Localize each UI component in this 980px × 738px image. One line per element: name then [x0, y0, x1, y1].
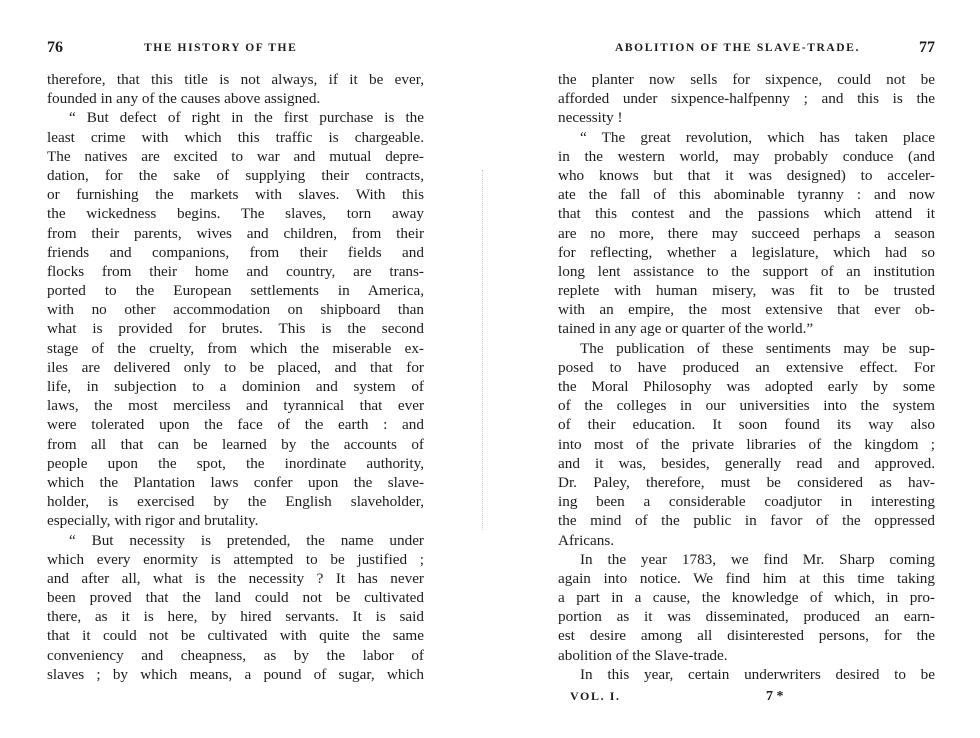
- text-line: abolition of the Slave-trade.: [558, 646, 728, 664]
- text-line: in the western world, may probably conduce (and: [558, 147, 935, 165]
- text-line: a part in a cause, the knowledge of which, in pro-: [558, 589, 935, 607]
- text-line: slaves ; by which means, a pound of sugar, which: [47, 665, 424, 683]
- text-line: or furnishing the markets with slaves. With this: [47, 186, 424, 204]
- signature-number: 7 *: [766, 689, 784, 704]
- text-line: Africans.: [558, 531, 615, 549]
- text-line: were tolerated upon the face of the earth : and: [47, 416, 424, 434]
- text-line: which every enormity is attempted to be justified ;: [47, 550, 424, 568]
- text-line: Dr. Paley, therefore, must be considered as hav-: [558, 473, 935, 491]
- text-line: with no other accommodation on shipboard than: [47, 301, 424, 319]
- text-line: least crime with which this traffic is chargeable.: [47, 128, 424, 146]
- text-line: people upon the spot, the inordinate authority,: [47, 454, 424, 472]
- signature-mark: [570, 689, 810, 707]
- volume-label: VOL. I.: [570, 689, 621, 703]
- text-line: that this contest and the passions which attend it: [558, 205, 935, 223]
- text-line: of their education. It soon found its way also: [558, 416, 935, 434]
- text-line: In the year 1783, we find Mr. Sharp coming: [580, 550, 935, 568]
- text-line: laws, the most merciless and tyrannical that ever: [47, 397, 424, 415]
- text-line: dation, for the sake of supplying their contracts,: [47, 166, 424, 184]
- running-head-title: THE HISTORY OF THE: [144, 42, 298, 54]
- page-number: 77: [919, 39, 935, 56]
- text-line: what is provided for brutes. This is the second: [47, 320, 424, 338]
- text-line: the Moral Philosophy was adopted early by some: [558, 378, 935, 395]
- text-line: the planter now sells for sixpence, could not be: [558, 71, 935, 88]
- text-line: and it was, besides, generally read and approved.: [558, 454, 935, 472]
- text-line: “ But defect of right in the first purchase is the: [69, 109, 424, 127]
- text-line: replete with human misery, was fit to be trusted: [558, 282, 935, 300]
- text-line: conveniency and cheapness, as by the labor of: [47, 646, 424, 664]
- text-line: the mind of the public in favor of the oppressed: [558, 512, 935, 530]
- page-number: 76: [47, 39, 63, 56]
- running-head: [559, 39, 935, 62]
- text-line: and after all, what is the necessity ? It has never: [47, 569, 424, 587]
- text-line: iles are delivered only to be placed, and that for: [47, 358, 424, 376]
- running-head: [47, 39, 425, 62]
- text-line: est desire among all disinterested persons, for the: [558, 627, 935, 645]
- text-line: that it could not be cultivated with quite the same: [47, 627, 424, 645]
- text-line: ate the fall of this abominable tyranny : and now: [558, 186, 935, 204]
- text-line: flocks from their home and country, are trans-: [47, 262, 424, 280]
- text-line: holder, is exercised by the English slaveholder,: [47, 493, 424, 511]
- text-line: necessity !: [558, 109, 623, 127]
- right-page: [490, 0, 980, 738]
- text-line: stage of the cruelty, from which the miserable ex-: [47, 339, 424, 357]
- text-line: ing been a considerable coadjutor in interesting: [558, 493, 935, 511]
- text-line: long lent assistance to the support of an institution: [558, 262, 935, 280]
- text-line: who knows but that it was designed) to acceler-: [558, 166, 935, 184]
- text-line: of the colleges in our universities into the system: [558, 397, 935, 415]
- text-line: from all that can be learned by the accounts of: [47, 435, 424, 453]
- body-text: [47, 70, 424, 684]
- text-line: therefore, that this title is not always, if it be ever,: [47, 71, 424, 88]
- gutter-fold: [482, 170, 483, 530]
- text-line: The natives are excited to war and mutual depre-: [47, 147, 424, 165]
- text-line: tained in any age or quarter of the world.”: [558, 320, 814, 338]
- text-line: there, as it is here, by hired servants. It is said: [47, 608, 424, 626]
- text-line: afforded under sixpence-halfpenny ; and this is the: [558, 90, 935, 108]
- text-line: “ The great revolution, which has taken place: [580, 128, 935, 146]
- text-line: for reflecting, whether a legislature, which had so: [558, 243, 935, 261]
- text-line: posed to have produced an extensive effect. For: [558, 358, 935, 376]
- text-line: into most of the private libraries of the kingdom ;: [558, 435, 935, 453]
- running-head-title: ABOLITION OF THE SLAVE-TRADE.: [615, 42, 860, 54]
- text-line: with an empire, the most extensive that ever ob-: [558, 301, 935, 319]
- text-line: founded in any of the causes above assigned.: [47, 90, 321, 108]
- text-line: especially, with rigor and brutality.: [47, 512, 259, 530]
- body-text: [558, 70, 935, 684]
- text-line: ported to the European settlements in America,: [47, 282, 424, 300]
- text-line: been proved that the land could not be cultivated: [47, 589, 424, 607]
- text-line: In this year, certain underwriters desired to be: [580, 665, 935, 683]
- text-line: which the Plantation laws confer upon the slave-: [47, 473, 424, 491]
- text-line: the wickedness begins. The slaves, torn away: [47, 205, 424, 223]
- text-line: again into notice. We find him at this time taking: [558, 569, 935, 587]
- text-line: “ But necessity is pretended, the name under: [69, 531, 424, 549]
- text-line: life, in subjection to a dominion and system of: [47, 378, 424, 395]
- text-line: are no more, there may succeed perhaps a season: [558, 224, 935, 242]
- text-line: portion as it was disseminated, produced an earn-: [558, 608, 935, 626]
- text-line: The publication of these sentiments may be sup-: [580, 339, 935, 357]
- text-line: friends and companions, from their fields and: [47, 243, 424, 261]
- text-line: from their parents, wives and children, from their: [47, 224, 424, 242]
